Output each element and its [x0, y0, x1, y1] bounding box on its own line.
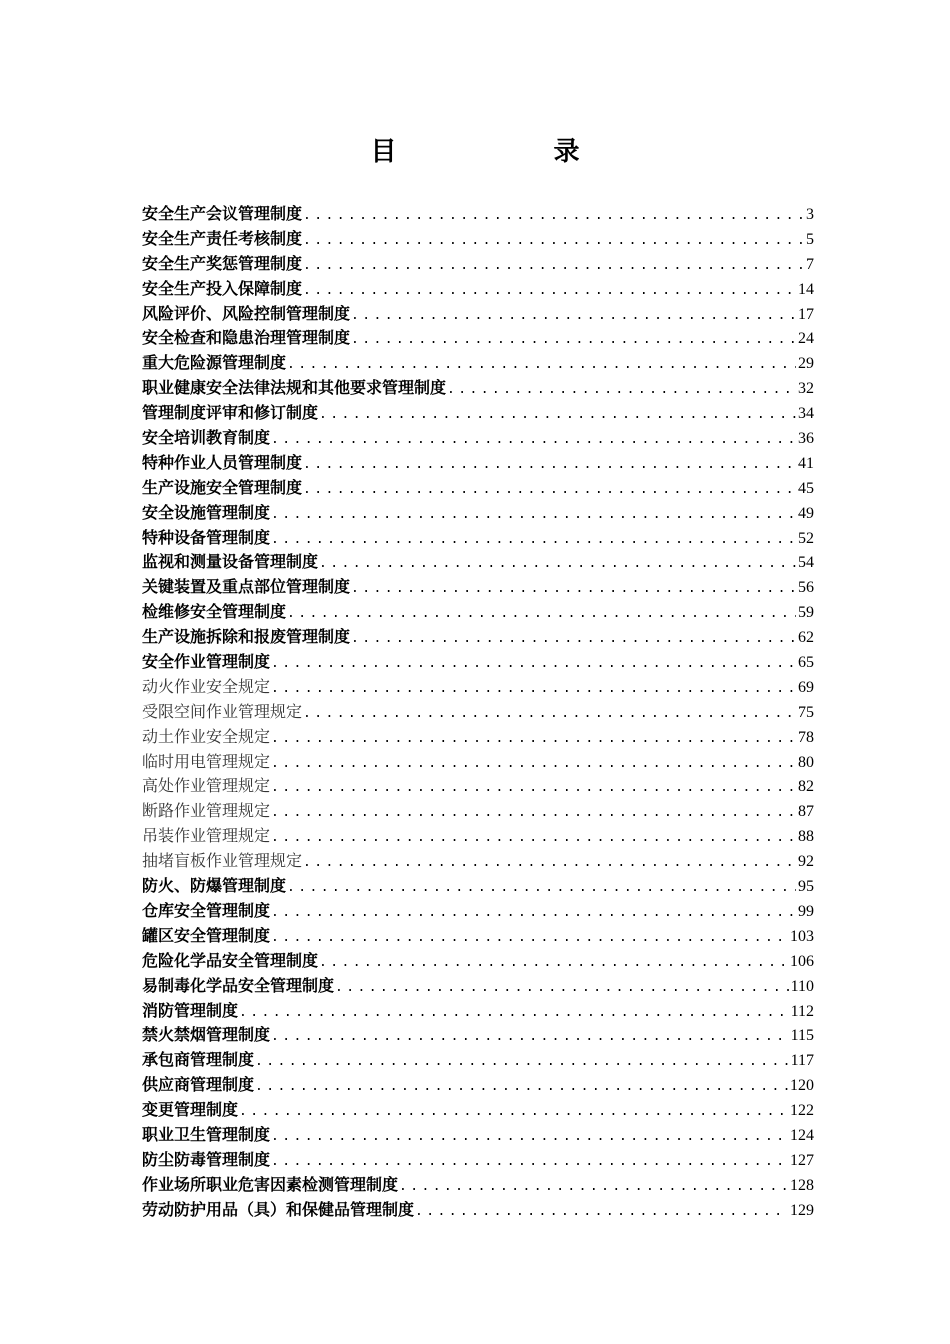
- dot-leader: [238, 1100, 788, 1125]
- toc-entry-label: 劳动防护用品（具）和保健品管理制度: [142, 1199, 415, 1219]
- dot-leader: [270, 901, 796, 926]
- toc-entry-page-number: 36: [798, 430, 814, 448]
- toc-entry-label: 职业卫生管理制度: [142, 1124, 271, 1144]
- toc-entry-label: 变更管理制度: [142, 1100, 239, 1120]
- dot-leader: [270, 1150, 788, 1175]
- dot-leader: [270, 677, 796, 702]
- dot-leader: [318, 951, 788, 976]
- toc-entry-label: 动土作业安全规定: [142, 726, 271, 746]
- toc-entry-page-number: 59: [798, 604, 814, 622]
- toc-entry[interactable]: [142, 401, 814, 426]
- dot-leader: [238, 1001, 789, 1026]
- toc-entry-page-number: 82: [798, 778, 814, 796]
- toc-entry-label: 检维修安全管理制度: [142, 602, 287, 622]
- toc-entry[interactable]: [142, 1173, 814, 1198]
- toc-entry-label: 防尘防毒管理制度: [142, 1149, 271, 1169]
- dot-leader: [270, 428, 796, 453]
- dot-leader: [270, 503, 796, 528]
- toc-entry-label: 作业场所职业危害因素检测管理制度: [142, 1174, 399, 1194]
- toc-entry-page-number: 52: [798, 529, 814, 547]
- toc-entry-label: 易制毒化学品安全管理制度: [142, 975, 335, 995]
- dot-leader: [270, 776, 796, 801]
- toc-entry[interactable]: [142, 426, 814, 451]
- toc-entry-label: 受限空间作业管理规定: [142, 701, 303, 721]
- dot-leader: [398, 1175, 788, 1200]
- dot-leader: [270, 1125, 788, 1150]
- toc-entry-label: 临时用电管理规定: [142, 751, 271, 771]
- toc-entry-page-number: 69: [798, 678, 814, 696]
- toc-entry[interactable]: [142, 451, 814, 476]
- toc-entry-label: 重大危险源管理制度: [142, 353, 287, 373]
- toc-entry-label: 安全生产奖惩管理制度: [142, 253, 303, 273]
- toc-entry-page-number: 129: [790, 1201, 814, 1219]
- toc-entry-page-number: 127: [790, 1151, 814, 1169]
- toc-entry-page-number: 88: [798, 828, 814, 846]
- toc-entry[interactable]: [142, 625, 814, 650]
- toc-entry-label: 安全作业管理制度: [142, 652, 271, 672]
- toc-entry[interactable]: [142, 351, 814, 376]
- dot-leader: [270, 926, 788, 951]
- dot-leader: [414, 1200, 788, 1225]
- dot-leader: [318, 552, 796, 577]
- toc-entry-page-number: 80: [798, 753, 814, 771]
- toc-entry[interactable]: [142, 974, 814, 999]
- dot-leader: [270, 1025, 789, 1050]
- dot-leader: [270, 528, 796, 553]
- dot-leader: [350, 304, 796, 329]
- toc-entry-label: 吊装作业管理规定: [142, 826, 271, 846]
- toc-entry-page-number: 34: [798, 405, 814, 423]
- toc-entry-label: 安全培训教育制度: [142, 428, 271, 448]
- toc-entry-page-number: 7: [806, 255, 814, 273]
- dot-leader: [286, 876, 796, 901]
- toc-entry[interactable]: [142, 750, 814, 775]
- toc-entry-page-number: 29: [798, 355, 814, 373]
- toc-entry[interactable]: [142, 999, 814, 1024]
- toc-entry-label: 安全检查和隐患治理管理制度: [142, 328, 351, 348]
- toc-entry-label: 特种作业人员管理制度: [142, 452, 303, 472]
- dot-leader: [254, 1050, 789, 1075]
- dot-leader: [350, 627, 796, 652]
- toc-entry-label: 危险化学品安全管理制度: [142, 950, 319, 970]
- toc-entry-label: 防火、防爆管理制度: [142, 876, 287, 896]
- toc-entry[interactable]: [142, 949, 814, 974]
- toc-entry[interactable]: [142, 1048, 814, 1073]
- toc-entry[interactable]: [142, 725, 814, 750]
- toc-entry-label: 断路作业管理规定: [142, 801, 271, 821]
- dot-leader: [270, 727, 796, 752]
- dot-leader: [302, 478, 796, 503]
- toc-entry[interactable]: [142, 476, 814, 501]
- toc-entry[interactable]: [142, 1148, 814, 1173]
- toc-entry-label: 高处作业管理规定: [142, 776, 271, 796]
- toc-entry-label: 关键装置及重点部位管理制度: [142, 577, 351, 597]
- toc-entry-page-number: 78: [798, 728, 814, 746]
- toc-entry-page-number: 128: [790, 1176, 814, 1194]
- dot-leader: [270, 801, 796, 826]
- dot-leader: [350, 328, 796, 353]
- toc-entry[interactable]: [142, 600, 814, 625]
- toc-entry-page-number: 41: [798, 454, 814, 472]
- dot-leader: [286, 602, 796, 627]
- toc-entry[interactable]: [142, 824, 814, 849]
- toc-entry-page-number: 54: [798, 554, 814, 572]
- toc-entry-label: 管理制度评审和修订制度: [142, 403, 319, 423]
- toc-entry-page-number: 106: [790, 952, 814, 970]
- toc-entry[interactable]: [142, 1198, 814, 1223]
- toc-entry[interactable]: [142, 252, 814, 277]
- toc-entry-page-number: 95: [798, 878, 814, 896]
- toc-entry-label: 职业健康安全法律法规和其他要求管理制度: [142, 378, 447, 398]
- dot-leader: [270, 652, 796, 677]
- toc-entry-page-number: 103: [790, 927, 814, 945]
- toc-entry-label: 安全生产责任考核制度: [142, 228, 303, 248]
- toc-entry-label: 动火作业安全规定: [142, 676, 271, 696]
- toc-entry-page-number: 5: [806, 230, 814, 248]
- toc-entry-label: 供应商管理制度: [142, 1075, 255, 1095]
- toc-entry[interactable]: [142, 1123, 814, 1148]
- toc-entry[interactable]: [142, 227, 814, 252]
- toc-entry[interactable]: [142, 277, 814, 302]
- toc-entry-page-number: 120: [790, 1077, 814, 1095]
- toc-entry[interactable]: [142, 302, 814, 327]
- toc-entry-page-number: 14: [798, 280, 814, 298]
- toc-entry-label: 生产设施安全管理制度: [142, 477, 303, 497]
- toc-entry[interactable]: [142, 1098, 814, 1123]
- dot-leader: [302, 702, 796, 727]
- toc-entry-page-number: 87: [798, 803, 814, 821]
- toc-entry-label: 安全生产投入保障制度: [142, 278, 303, 298]
- toc-entry-page-number: 45: [798, 479, 814, 497]
- toc-entry-label: 罐区安全管理制度: [142, 925, 271, 945]
- toc-entry[interactable]: [142, 550, 814, 575]
- toc-entry-page-number: 122: [790, 1102, 814, 1120]
- toc-entry-page-number: 112: [790, 1002, 814, 1020]
- toc-entry-page-number: 56: [798, 579, 814, 597]
- dot-leader: [270, 826, 796, 851]
- toc-entry-label: 风险评价、风险控制管理制度: [142, 303, 351, 323]
- toc-entry-page-number: 92: [798, 853, 814, 871]
- toc-entry-page-number: 115: [790, 1027, 814, 1045]
- toc-entry-label: 监视和测量设备管理制度: [142, 552, 319, 572]
- toc-entry-label: 仓库安全管理制度: [142, 900, 271, 920]
- toc-entry-label: 抽堵盲板作业管理规定: [142, 851, 303, 871]
- toc-entry[interactable]: [142, 899, 814, 924]
- dot-leader: [446, 378, 796, 403]
- toc-entry[interactable]: [142, 874, 814, 899]
- toc-entry[interactable]: [142, 526, 814, 551]
- toc-entry-label: 安全设施管理制度: [142, 502, 271, 522]
- dot-leader: [302, 254, 804, 279]
- toc-entry-page-number: 117: [790, 1052, 814, 1070]
- toc-entry[interactable]: [142, 650, 814, 675]
- toc-entry[interactable]: [142, 202, 814, 227]
- toc-entry[interactable]: [142, 575, 814, 600]
- toc-entry-label: 特种设备管理制度: [142, 527, 271, 547]
- toc-entry[interactable]: [142, 376, 814, 401]
- toc-entry-page-number: 17: [798, 305, 814, 323]
- dot-leader: [334, 976, 789, 1001]
- toc-entry[interactable]: [142, 700, 814, 725]
- dot-leader: [270, 752, 796, 777]
- toc-entry-page-number: 62: [798, 629, 814, 647]
- toc-entry-page-number: 75: [798, 703, 814, 721]
- dot-leader: [254, 1075, 788, 1100]
- toc-entry[interactable]: [142, 501, 814, 526]
- toc-entry-page-number: 32: [798, 380, 814, 398]
- toc-entry[interactable]: [142, 774, 814, 799]
- toc-entry-page-number: 49: [798, 504, 814, 522]
- dot-leader: [302, 204, 804, 229]
- toc-entry[interactable]: [142, 326, 814, 351]
- toc-entry-page-number: 3: [806, 206, 814, 223]
- toc-entry-label: 承包商管理制度: [142, 1050, 255, 1070]
- toc-entry[interactable]: [142, 849, 814, 874]
- dot-leader: [302, 453, 796, 478]
- toc-entry-label: 禁火禁烟管理制度: [142, 1025, 271, 1045]
- toc-entry[interactable]: [142, 1073, 814, 1098]
- dot-leader: [302, 229, 804, 254]
- dot-leader: [286, 353, 796, 378]
- dot-leader: [318, 403, 796, 428]
- toc-entry-label: 生产设施拆除和报废管理制度: [142, 627, 351, 647]
- toc-entry-page-number: 99: [798, 902, 814, 920]
- toc-entry-page-number: 110: [790, 977, 814, 995]
- toc-entry-label: 消防管理制度: [142, 1000, 239, 1020]
- table-of-contents: [142, 202, 814, 1223]
- dot-leader: [302, 851, 796, 876]
- toc-entry[interactable]: [142, 1023, 814, 1048]
- toc-entry[interactable]: [142, 924, 814, 949]
- dot-leader: [302, 279, 796, 304]
- toc-title: 目 录: [370, 137, 654, 167]
- toc-entry[interactable]: [142, 799, 814, 824]
- toc-entry-label: 安全生产会议管理制度: [142, 204, 303, 223]
- toc-entry[interactable]: [142, 675, 814, 700]
- toc-entry-page-number: 124: [790, 1126, 814, 1144]
- dot-leader: [350, 577, 796, 602]
- toc-entry-page-number: 24: [798, 330, 814, 348]
- toc-entry-page-number: 65: [798, 654, 814, 672]
